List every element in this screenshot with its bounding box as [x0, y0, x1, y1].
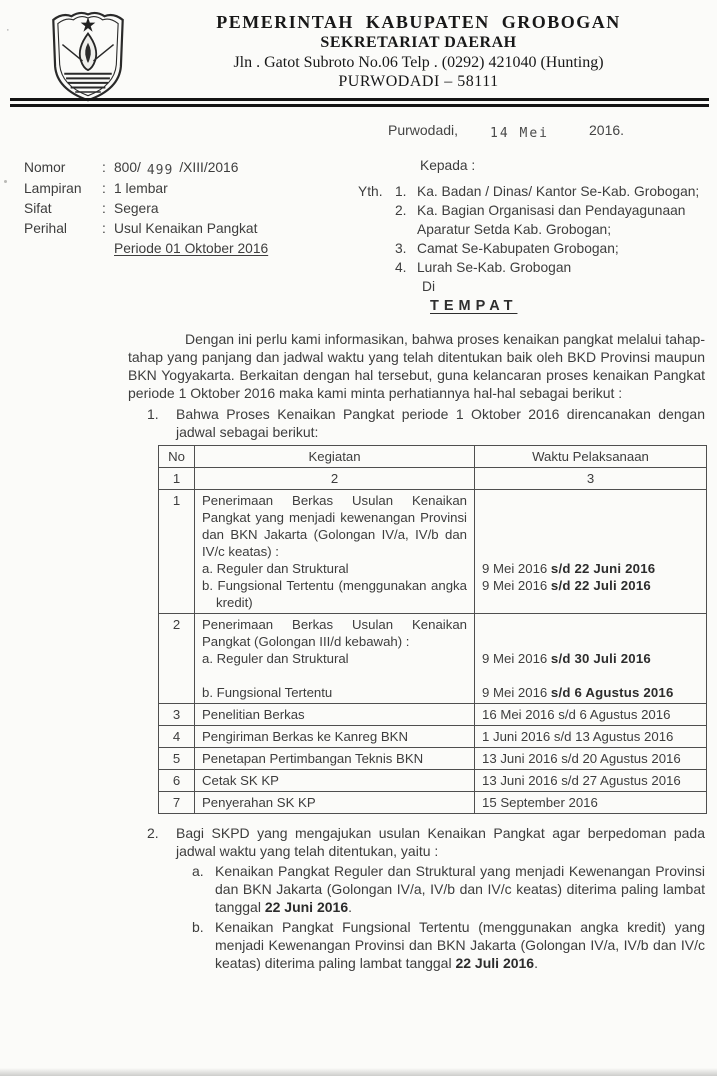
schedule-table — [158, 445, 707, 814]
letterhead-divider — [10, 98, 709, 107]
kegiatan-intro: Penerimaan Berkas Usulan Kenaikan Pangkat yang menjadi kewenangan Provinsi dan BKN Jakarta (Golongan IV/a, IV/b dan IV/c keatas) : — [202, 493, 467, 559]
deadline-bold: 22 Juli 2016 — [455, 955, 535, 971]
table-row: 3 Penelitian Berkas 16 Mei 2016 s/d 6 Agustus 2016 — [159, 704, 707, 726]
letterhead — [0, 6, 717, 102]
recipient-item: Ka. Badan / Dinas/ Kantor Se-Kab. Grobogan; — [417, 184, 700, 199]
letter-body — [128, 330, 705, 972]
table-row: 6 Cetak SK KP 13 Juni 2016 s/d 27 Agustus 2016 — [159, 770, 707, 792]
point-2b: b. Kenaikan Pangkat Fungsional Tertentu (menggunakan angka kredit) yang menjadi Kewenangan Provinsi dan BKN Jakarta (Golongan IV/a, IV/b dan IV/c keatas) diterima paling lambat tanggal 22 Juli 2016. — [192, 919, 705, 971]
org-city: PURWODADI – 58111 — [338, 73, 499, 90]
scan-edge-shadow — [0, 1068, 717, 1076]
grobogan-coat-of-arms-icon — [42, 8, 134, 103]
point-2a: a. Kenaikan Pangkat Reguler dan Struktural yang menjadi Kewenangan Provinsi dan BKN Jakarta (Golongan IV/a, IV/b dan IV/c keatas) diterima paling lambat tanggal 22 Juni 2016. — [192, 863, 705, 915]
nomor-stamp: 499 — [146, 163, 174, 178]
table-row: 4 Pengiriman Berkas ke Kanreg BKN 1 Juni 2016 s/d 13 Agustus 2016 — [159, 726, 707, 748]
table-row: 2 Penerimaan Berkas Usulan Kenaikan Pangkat (Golongan III/d kebawah) : a. Reguler dan Struktural b. Fungsional Tertentu 9 Mei 2016 s/d 30 Juli 2016 9 Mei 2016 s/d 6 Agustus 2016 — [159, 614, 707, 704]
org-name: PEMERINTAH KABUPATEN GROBOGAN — [216, 12, 621, 32]
recipient-block — [358, 156, 710, 316]
meta-perihal: Perihal : Usul Kenaikan Pangkat Periode 01 Oktober 2016 — [24, 221, 269, 256]
kepada-label: Kepada : — [420, 158, 476, 173]
table-colnum-row: 1 2 3 — [159, 468, 707, 490]
scan-artifact: · — [6, 24, 10, 36]
recipient-list: 1. Ka. Badan / Dinas/ Kantor Se-Kab. Grobogan; 2. Ka. Bagian Organisasi dan Pendayagunaan Aparatur Setda Kab. Grobogan; 3. Camat Se-Kabupaten Grobogan; 4. Lurah Se-Kab. Grobogan — [395, 182, 710, 277]
recipient-item: Lurah Se-Kab. Grobogan — [417, 260, 572, 275]
point-1: 1. Bahwa Proses Kenaikan Pangkat periode 1 Oktober 2016 direncanakan dengan jadwal sebagai berikut: — [147, 406, 705, 440]
dateline-date-stamp: 14 Mei — [490, 126, 550, 141]
meta-nomor: Nomor : 800/ 499 /XIII/2016 — [24, 160, 239, 178]
point-2: 2. Bagi SKPD yang mengajukan usulan Kenaikan Pangkat agar berpedoman pada jadwal waktu yang telah ditentukan, yaitu : — [147, 825, 705, 859]
table-header-row: No Kegiatan Waktu Pelaksanaan — [159, 446, 707, 468]
opening-paragraph: Dengan ini perlu kami informasikan, bahwa proses kenaikan pangkat melalui tahap-tahap yang panjang dan jadwal waktu yang telah ditentukan baik oleh BKD Provinsi maupun BKN Yogyakarta. Berkaitan dengan hal tersebut, guna kelancaran proses kenaikan Pangkat periode 1 Oktober 2016 maka kami minta perhatiannya hal-hal sebagai berikut : — [128, 331, 705, 401]
meta-lampiran: Lampiran : 1 lembar — [24, 181, 168, 196]
scan-artifact — [4, 180, 7, 183]
table-row: 5 Penetapan Pertimbangan Teknis BKN 13 Juni 2016 s/d 20 Agustus 2016 — [159, 748, 707, 770]
recipient-item: Ka. Bagian Organisasi dan Pendayagunaan Aparatur Setda Kab. Grobogan; — [417, 203, 686, 237]
table-row: 1 Penerimaan Berkas Usulan Kenaikan Pangkat yang menjadi kewenangan Provinsi dan BKN Jakarta (Golongan IV/a, IV/b dan IV/c keatas) : a. Reguler dan Struktural b. Fungsional Tertentu (menggunakan angka kredit) 9 Mei 2016 s/d 22 Juni 2016 9 Mei 2016 s/d 22 Juli 2016 — [159, 490, 707, 614]
meta-sifat: Sifat : Segera — [24, 201, 159, 216]
dateline-place: Purwodadi, — [388, 122, 459, 138]
dateline-year: 2016. — [589, 122, 625, 138]
di-label: Di — [422, 279, 436, 294]
kegiatan-intro: Penerimaan Berkas Usulan Kenaikan Pangkat (Golongan III/d kebawah) : — [202, 617, 467, 649]
letter-meta — [24, 158, 354, 259]
org-address: Jln . Gatot Subroto No.06 Telp . (0292) 421040 (Hunting) — [233, 54, 604, 71]
deadline-bold: 22 Juni 2016 — [264, 899, 349, 915]
dateline — [388, 122, 624, 139]
tempat-label: TEMPAT — [430, 298, 518, 314]
table-row: 7 Penyerahan SK KP 15 September 2016 — [159, 792, 707, 814]
yth-label: Yth. — [358, 184, 383, 199]
recipient-item: Camat Se-Kabupaten Grobogan; — [417, 241, 619, 256]
perihal-underlined: Periode 01 Oktober 2016 — [114, 241, 269, 256]
org-unit: SEKRETARIAT DAERAH — [320, 34, 517, 51]
